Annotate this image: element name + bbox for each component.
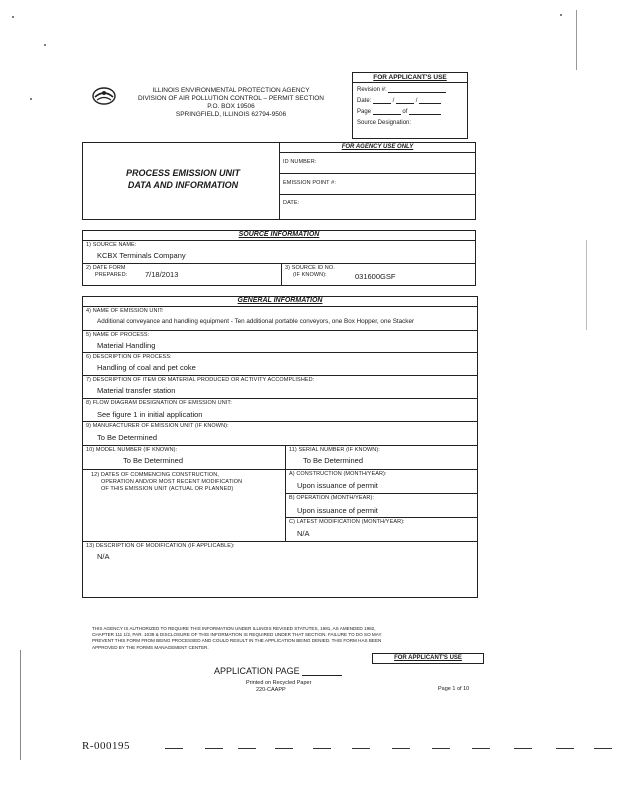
bottom-dash: [238, 748, 256, 749]
field-4-label: 4) NAME OF EMISSION UNIT:: [86, 308, 164, 314]
agency-po-box: P.O. BOX 19506: [207, 103, 255, 110]
applicant-use-box: [352, 72, 468, 139]
field-12-label-2: OPERATION AND/OR MOST RECENT MODIFICATION: [101, 479, 243, 485]
applicant-use-title: FOR APPLICANT'S USE: [373, 74, 447, 81]
date-form-value[interactable]: 7/18/2013: [145, 270, 179, 279]
applicant-page-of: of: [402, 109, 408, 115]
scan-speck: [30, 98, 32, 100]
field-12a-value[interactable]: Upon issuance of permit: [297, 481, 378, 490]
source-designation-field[interactable]: [357, 120, 411, 126]
bottom-dash: [165, 748, 183, 749]
source-id-label-2: (IF KNOWN):: [293, 272, 327, 278]
source-name-label: 1) SOURCE NAME:: [86, 242, 137, 248]
bottom-dash: [352, 748, 370, 749]
field-12b-label: B) OPERATION (MONTH/YEAR):: [289, 495, 375, 501]
field-8-value[interactable]: See figure 1 in initial application: [97, 410, 203, 419]
scan-speck: [44, 44, 46, 46]
bottom-dash: [556, 748, 574, 749]
field-8-label: 8) FLOW DIAGRAM DESIGNATION OF EMISSION UNIT:: [86, 400, 232, 406]
source-info-title: SOURCE INFORMATION: [238, 231, 320, 238]
agency-city: SPRINGFIELD, ILLINOIS 62794-9506: [175, 111, 287, 118]
bottom-dash: [432, 748, 450, 749]
applicant-page-label: Page: [357, 109, 372, 115]
field-13-label: 13) DESCRIPTION OF MODIFICATION (IF APPLICABLE):: [86, 543, 235, 549]
legal-notice: THIS AGENCY IS AUTHORIZED TO REQUIRE THIS INFORMATION UNDER ILLINOIS REVISED STATUTES, 1981, AS AMENDED 1982, CHAPTER 111 1/2, PAR. 1039 & DISCLOSURE OF THIS INFORMATION IS REQUIRED UNDER THAT SECTION. FAILURE TO DO SO MAY PREVENT THIS FORM FROM BEING PROCESSED AND COULD RESULT IN THE APPLICATION BEING DENIED. THIS FORM HAS BEEN APPROVED BY THE FORMS MANAGEMENT CENTER.: [92, 626, 382, 650]
agency-use-title: FOR AGENCY USE ONLY: [341, 144, 414, 150]
form-title-line2: DATA AND INFORMATION: [127, 180, 239, 190]
source-name-value[interactable]: KCBX Terminals Company: [97, 251, 186, 260]
scan-edge-mark: [586, 240, 587, 330]
application-page-text: APPLICATION PAGE: [214, 666, 300, 676]
field-6-value[interactable]: Handling of coal and pet coke: [97, 363, 196, 372]
printed-note: Printed on Recycled Paper: [246, 680, 312, 686]
general-info-title: GENERAL INFORMATION: [237, 297, 323, 304]
field-9-value[interactable]: To Be Determined: [97, 433, 158, 442]
scan-edge-mark: [576, 10, 577, 70]
field-6-label: 6) DESCRIPTION OF PROCESS:: [86, 354, 172, 360]
form-title: [103, 167, 263, 191]
field-12c-label: C) LATEST MODIFICATION (MONTH/YEAR):: [289, 519, 405, 525]
bottom-dash: [514, 748, 532, 749]
agency-header: [118, 87, 344, 119]
bottom-dash: [205, 748, 223, 749]
revision-field[interactable]: [357, 87, 446, 93]
source-id-value[interactable]: 031600GSF: [355, 272, 396, 281]
field-5-label: 5) NAME OF PROCESS:: [86, 332, 150, 338]
field-12-label-1: 12) DATES OF COMMENCING CONSTRUCTION,: [91, 472, 219, 478]
field-12-label-3: OF THIS EMISSION UNIT (ACTUAL OR PLANNED): [101, 486, 234, 492]
applicant-page-field[interactable]: [357, 109, 441, 115]
form-title-line1: PROCESS EMISSION UNIT: [125, 168, 241, 178]
page-count: Page 1 of 10: [438, 686, 470, 692]
field-12a-label: A) CONSTRUCTION (MONTH/YEAR):: [289, 471, 387, 477]
general-info-section: [82, 296, 478, 598]
scan-speck: [12, 16, 14, 18]
field-5-value[interactable]: Material Handling: [97, 341, 156, 350]
field-4-value[interactable]: Additional conveyance and handling equipment - Ten additional portable conveyors, one Box Hopper, one Stacker: [97, 318, 415, 325]
field-11-value[interactable]: To Be Determined: [303, 456, 364, 465]
bottom-dash: [594, 748, 612, 749]
bates-number: R-000195: [82, 740, 130, 752]
application-page-label: [214, 666, 342, 676]
date-form-label-1: 2) DATE FORM: [86, 265, 126, 271]
bottom-dash: [275, 748, 293, 749]
source-id-label-1: 3) SOURCE ID NO.: [285, 265, 335, 271]
scan-edge-mark: [20, 650, 21, 760]
agency-name: ILLINOIS ENVIRONMENTAL PROTECTION AGENCY: [152, 87, 310, 94]
date-form-label-2: PREPARED:: [95, 272, 128, 278]
field-11-label: 11) SERIAL NUMBER (IF KNOWN):: [289, 447, 380, 453]
bottom-dash: [392, 748, 410, 749]
footer-applicant-use-box: [372, 653, 484, 664]
form-number: 220-CAAPP: [256, 687, 286, 693]
applicant-date-field[interactable]: Date: / /: [357, 98, 441, 104]
bottom-dash: [313, 748, 331, 749]
field-12b-value[interactable]: Upon issuance of permit: [297, 506, 378, 515]
field-9-label: 9) MANUFACTURER OF EMISSION UNIT (IF KNOWN):: [86, 423, 229, 429]
source-designation-label: Source Designation:: [357, 120, 412, 126]
source-info-section: [82, 230, 476, 286]
emission-point-label: EMISSION POINT #:: [283, 180, 336, 186]
agency-id-number-label: ID NUMBER:: [283, 159, 317, 165]
scan-speck: [560, 14, 562, 16]
field-10-label: 10) MODEL NUMBER (IF KNOWN):: [86, 447, 178, 453]
agency-date-label: DATE:: [283, 200, 300, 206]
footer-applicant-use-title: FOR APPLICANT'S USE: [394, 655, 462, 661]
field-12c-value[interactable]: N/A: [297, 529, 310, 538]
bottom-dash: [472, 748, 490, 749]
applicant-date-label: Date:: [357, 98, 372, 104]
field-7-label: 7) DESCRIPTION OF ITEM OR MATERIAL PRODUCED OR ACTIVITY ACCOMPLISHED:: [86, 377, 315, 383]
field-10-value[interactable]: To Be Determined: [123, 456, 184, 465]
field-7-value[interactable]: Material transfer station: [97, 386, 176, 395]
title-block: [82, 142, 476, 220]
field-13-value[interactable]: N/A: [97, 552, 110, 561]
agency-logo: [92, 87, 116, 105]
revision-label: Revision #:: [357, 87, 387, 93]
agency-division: DIVISION OF AIR POLLUTION CONTROL – PERMIT SECTION: [137, 95, 324, 102]
